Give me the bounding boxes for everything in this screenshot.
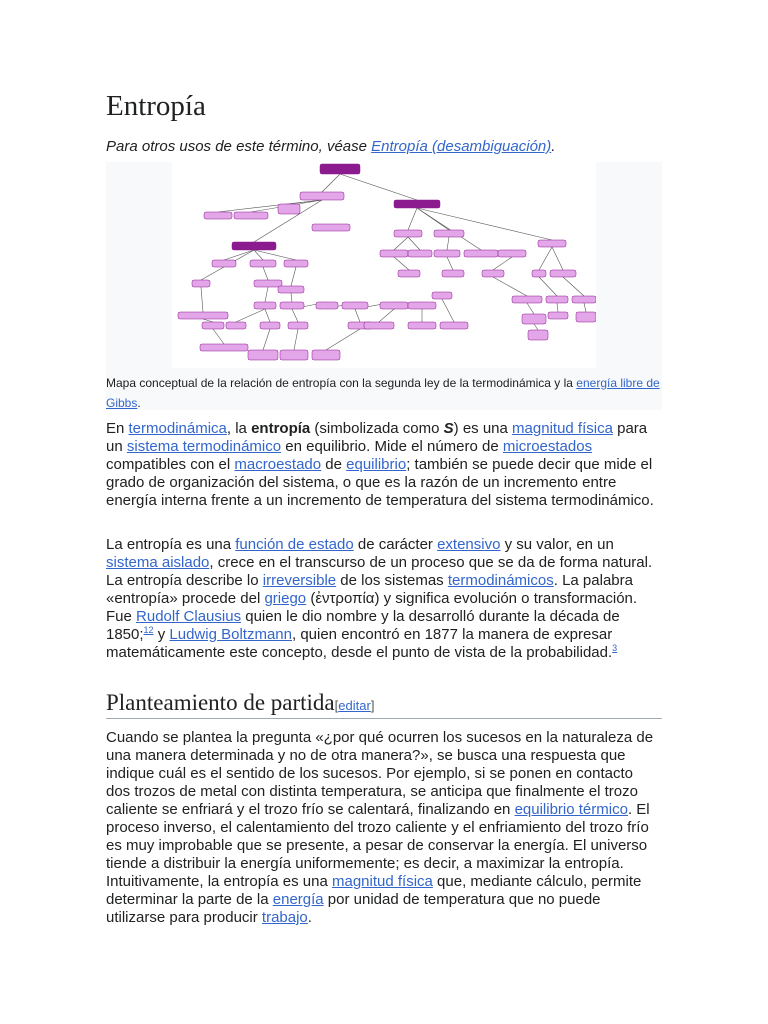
concept-map-node [280, 350, 308, 360]
concept-map-node [398, 270, 420, 277]
concept-map-node [192, 280, 210, 287]
reference-3[interactable]: 3 [612, 643, 618, 653]
concept-map-node [300, 192, 344, 200]
concept-map-node [234, 212, 268, 219]
link-microestados[interactable]: microestados [502, 438, 593, 455]
link-irreversible[interactable]: irreversible [262, 572, 337, 589]
link-extensivo[interactable]: extensivo [437, 536, 501, 553]
concept-map-node [178, 312, 228, 319]
concept-map-node [442, 270, 464, 277]
link-termodinamica[interactable]: termodinámica [128, 420, 227, 437]
concept-map-node [278, 204, 300, 214]
edit-section: [editar] [334, 698, 375, 713]
concept-map-node [408, 302, 436, 309]
link-ludwig-boltzmann[interactable]: Ludwig Boltzmann [169, 626, 292, 643]
paragraph-starting-point: Cuando se plantea la pregunta «¿por qué ocurren los sucesos en la naturaleza de una manera determinada y no de otra manera?», se busca una respuesta que indique cuál es el sentido de los sucesos. Por ejemplo, si se ponen en contacto dos trozos de metal con distinta temperatura, se anticipa que finalmente el trozo caliente se enfriará y el trozo frío se calentará, finalizando en equilibrio térmico. El proceso inverso, el calentamiento del trozo caliente y el enfriamiento del trozo frío es muy improbable que se presente, a pesar de conservar la energía. El universo tiende a distribuir la energía uniformemente; es decir, a maximizar la entropía. Intuitivamente, la entropía es una magnitud física que, mediante cálculo, permite determinar la parte de la energía por unidad de temperatura que no puede utilizarse para producir trabajo. [106, 729, 654, 926]
concept-map-node [248, 350, 278, 360]
concept-map-node [226, 322, 246, 329]
concept-map-node [538, 240, 566, 247]
concept-map-node [204, 212, 232, 219]
caption-link-gibbs[interactable]: energía libre de Gibbs [106, 376, 660, 410]
concept-map-node [408, 322, 436, 329]
link-magnitud-fisica-2[interactable]: magnitud física [331, 873, 433, 890]
edit-link[interactable]: editar [338, 698, 371, 713]
concept-map-node [278, 286, 304, 293]
link-sistema-aislado[interactable]: sistema aislado [106, 554, 210, 571]
link-equilibrio-termico[interactable]: equilibrio térmico [514, 801, 628, 818]
reference-12[interactable]: 12 [143, 625, 154, 635]
concept-map-node [254, 280, 282, 287]
page-title: Entropía [106, 90, 206, 122]
figure-caption [106, 373, 662, 413]
concept-map-node [482, 270, 504, 277]
concept-map-image [172, 162, 596, 368]
concept-map-node [408, 250, 432, 257]
disambiguation-link[interactable]: Entropía (desambiguación) [371, 138, 552, 155]
link-rudolf-clausius[interactable]: Rudolf Clausius [136, 608, 242, 625]
concept-map-node [434, 230, 464, 237]
concept-map-node [532, 270, 546, 277]
term-entropia: entropía [251, 420, 311, 437]
paragraph-definition: En termodinámica, la entropía (simbolizada como S) es una magnitud física para un sistema termodinámico en equilibrio. Mide el número de microestados compatibles con el macroestado de equilibrio; también se puede decir que mide el grado de organización del sistema, o que es la razón de un incremento entre energía interna frente a un incremento de temperatura del sistema termodinámico. [106, 420, 654, 509]
concept-map-node [202, 322, 224, 329]
concept-map-node [572, 296, 596, 303]
concept-map-node [260, 322, 280, 329]
concept-map-node [432, 292, 452, 299]
concept-map-node [576, 312, 596, 322]
concept-map-node [254, 302, 276, 309]
concept-map-node [200, 344, 248, 351]
link-trabajo[interactable]: trabajo [261, 909, 308, 926]
symbol-s: S [443, 420, 454, 437]
concept-map-node [512, 296, 542, 303]
concept-map-node [546, 296, 568, 303]
link-magnitud-fisica[interactable]: magnitud física [512, 420, 613, 437]
concept-map-node [394, 200, 440, 208]
concept-map-node [284, 260, 308, 267]
concept-map-node [394, 230, 422, 237]
concept-map-node [316, 302, 338, 309]
concept-map-node [434, 250, 460, 257]
caption-end: . [137, 396, 141, 410]
caption-text: Mapa conceptual de la relación de entropía con la segunda ley de la termodinámica y la [106, 376, 577, 390]
concept-map-node [342, 302, 368, 309]
concept-map-node [380, 302, 408, 309]
concept-map-node [550, 270, 576, 277]
concept-map-node [288, 322, 308, 329]
concept-map-node [498, 250, 526, 257]
concept-map-node [548, 312, 568, 319]
concept-map-node [232, 242, 276, 250]
link-funcion-de-estado[interactable]: función de estado [235, 536, 354, 553]
concept-map-node [364, 322, 394, 329]
concept-map-node [212, 260, 236, 267]
concept-map-node [312, 350, 340, 360]
concept-map-node [380, 250, 408, 257]
concept-map-node [528, 330, 548, 340]
paragraph-history: La entropía es una función de estado de carácter extensivo y su valor, en un sistema aislado, crece en el transcurso de un proceso que se da de forma natural. La entropía describe lo irreversible de los sistemas termodinámicos. La palabra «entropía» procede del griego (ἐντροπία) y significa evolución o transformación. Fue Rudolf Clausius quien le dio nombre y la desarrolló durante la década de 1850;$^{12}$ y Ludwig Boltzmann, quien encontró en 1877 la manera de expresar matemáticamente este concepto, desde el punto de vista de la probabilidad.$^3$ [106, 536, 653, 661]
concept-map-node [464, 250, 498, 257]
section-heading [106, 690, 662, 719]
link-sistema-termodinamico[interactable]: sistema termodinámico [126, 438, 282, 455]
concept-map-node [250, 260, 276, 267]
section-title: Planteamiento de partida [106, 690, 335, 715]
link-griego[interactable]: griego [264, 590, 307, 607]
hatnote-text: Para otros usos de este término, véase [106, 138, 372, 155]
link-macroestado[interactable]: macroestado [234, 456, 322, 473]
link-equilibrio[interactable]: equilibrio [346, 456, 407, 473]
concept-map-node [280, 302, 304, 309]
concept-map-node [440, 322, 468, 329]
link-energia[interactable]: energía [272, 891, 324, 908]
concept-map-node [320, 164, 360, 174]
hatnote [106, 138, 555, 155]
concept-map-node [522, 314, 546, 324]
link-termodinamicos[interactable]: termodinámicos [447, 572, 554, 589]
hatnote-end: . [551, 138, 556, 155]
concept-map-node [312, 224, 350, 231]
